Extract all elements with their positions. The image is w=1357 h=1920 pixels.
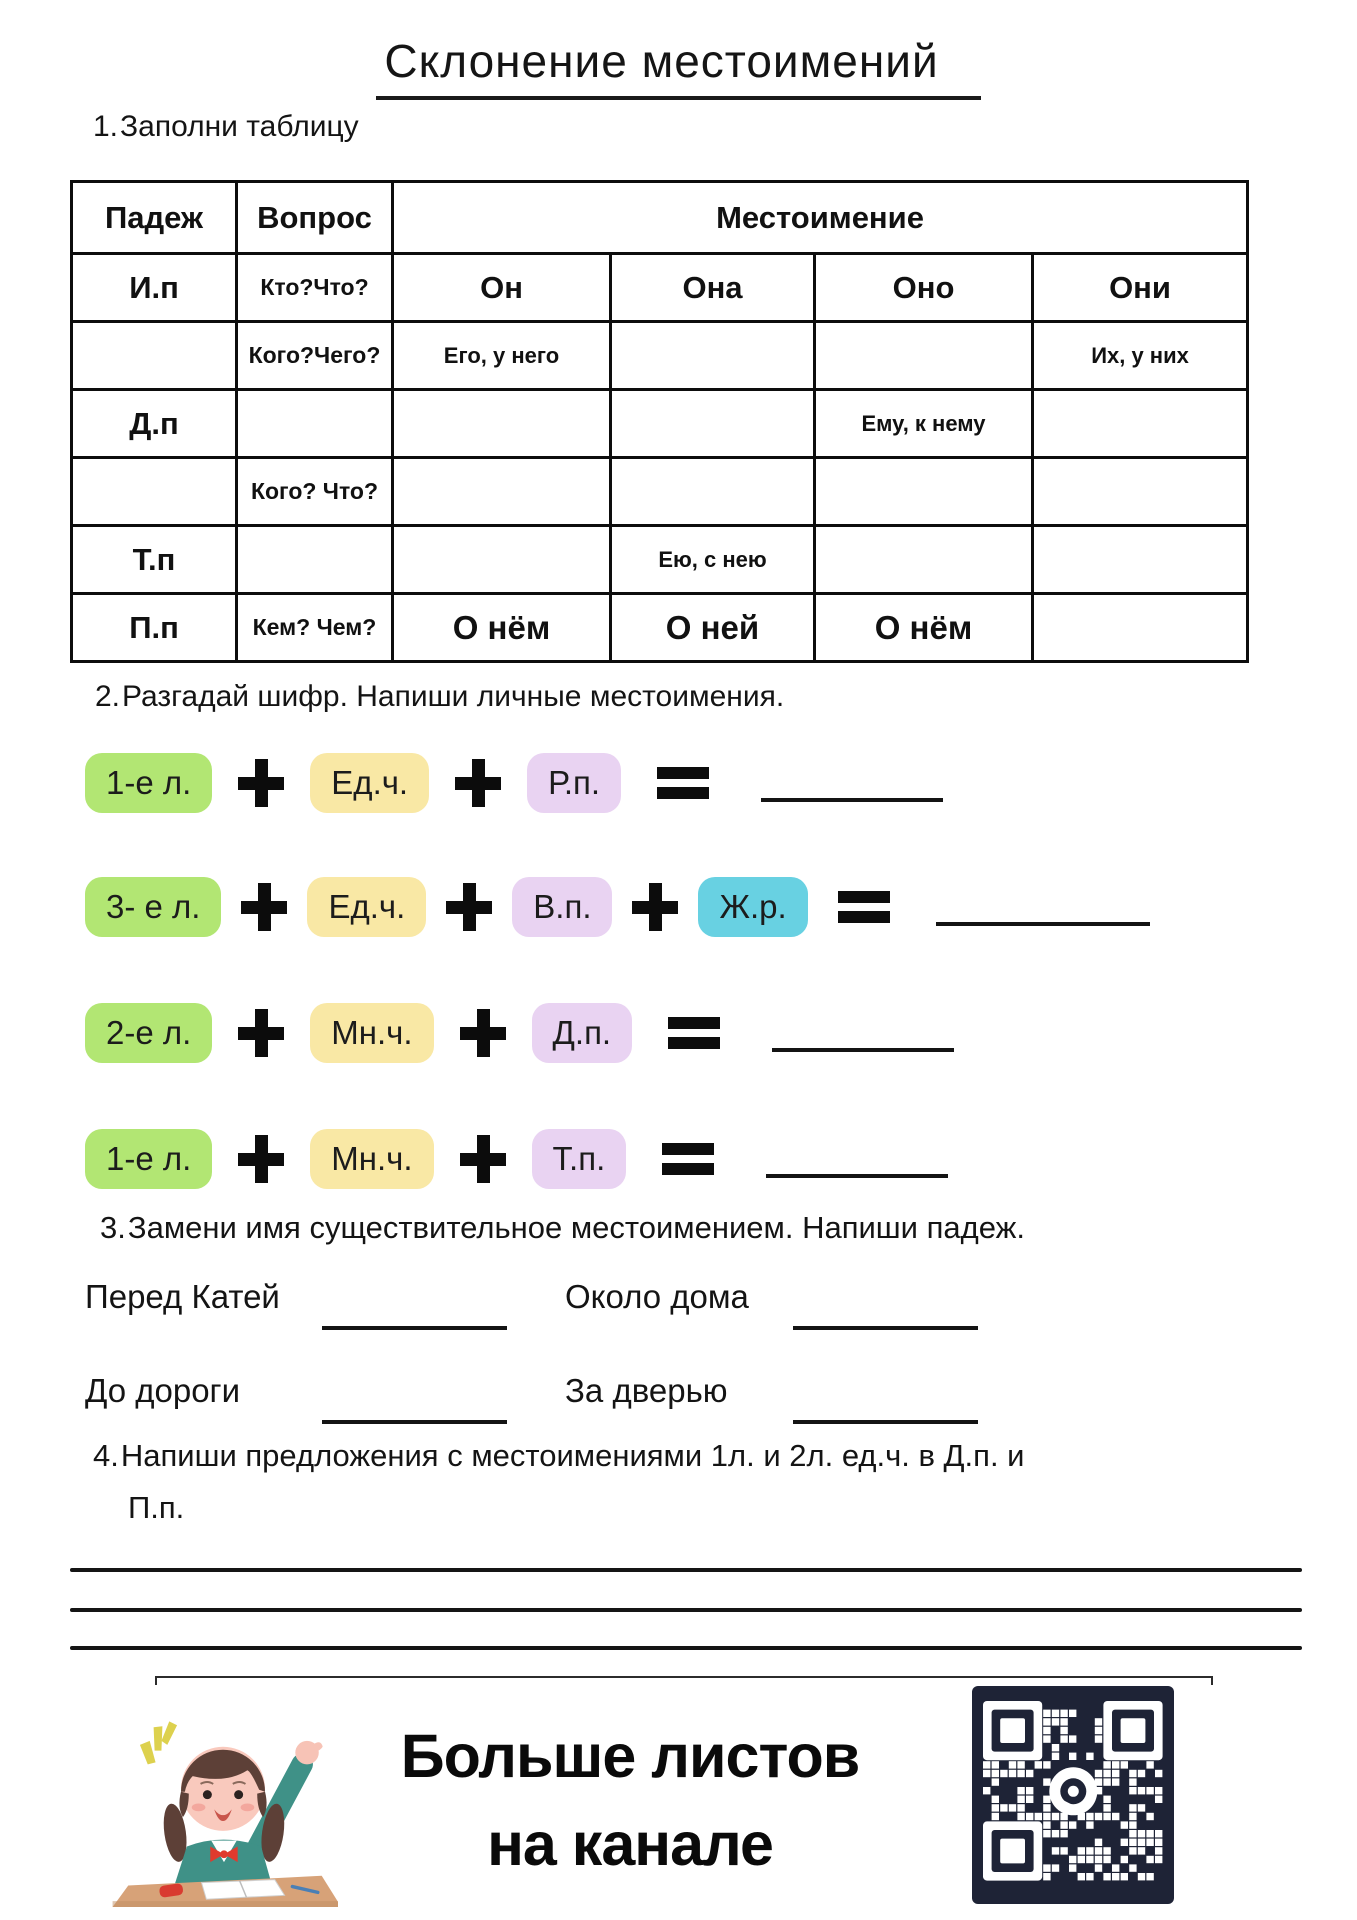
answer-blank[interactable] bbox=[793, 1290, 978, 1330]
cell-pronoun-empty[interactable] bbox=[1033, 458, 1248, 526]
cipher-row-1 bbox=[85, 744, 943, 822]
phrase-pered-katey: Перед Катей bbox=[85, 1278, 280, 1315]
footer-divider bbox=[155, 1676, 1213, 1685]
task1-number: 1. bbox=[93, 110, 119, 143]
answer-blank[interactable] bbox=[936, 888, 1150, 926]
plus-icon bbox=[460, 1005, 506, 1061]
table-row bbox=[72, 458, 1248, 526]
task3-label bbox=[100, 1210, 1025, 1246]
equals-icon bbox=[662, 1139, 714, 1179]
cell-pronoun-empty[interactable] bbox=[393, 526, 611, 594]
cell-pronoun: Их, у них bbox=[1033, 322, 1248, 390]
footer-promo-text bbox=[330, 1712, 930, 1888]
cipher-token-person: 2-е л. bbox=[85, 1003, 212, 1063]
phrase-okolo-doma: Около дома bbox=[565, 1278, 749, 1315]
cell-pronoun-empty[interactable] bbox=[815, 458, 1033, 526]
cell-question-empty[interactable] bbox=[237, 390, 393, 458]
footer-promo-line2: на канале bbox=[487, 1810, 773, 1878]
cipher-token-case: В.п. bbox=[512, 877, 612, 937]
cell-question: Кто?Что? bbox=[237, 254, 393, 322]
task4-label bbox=[93, 1438, 1025, 1474]
writing-line[interactable] bbox=[70, 1608, 1302, 1612]
table-row bbox=[72, 526, 1248, 594]
cell-pronoun-empty[interactable] bbox=[1033, 526, 1248, 594]
cell-pronoun-empty[interactable] bbox=[815, 526, 1033, 594]
plus-icon bbox=[632, 879, 678, 935]
cell-pronoun-empty[interactable] bbox=[611, 322, 815, 390]
cipher-token-number: Ед.ч. bbox=[310, 753, 429, 813]
answer-blank[interactable] bbox=[761, 764, 943, 802]
task2-text: Разгадай шифр. Напиши личные местоимения. bbox=[122, 680, 785, 713]
cell-pronoun-empty[interactable] bbox=[393, 390, 611, 458]
cell-pronoun: Они bbox=[1033, 254, 1248, 322]
cell-pronoun-empty[interactable] bbox=[1033, 594, 1248, 662]
cell-pronoun-empty[interactable] bbox=[611, 390, 815, 458]
cipher-token-person: 1-е л. bbox=[85, 1129, 212, 1189]
cipher-token-case: Т.п. bbox=[532, 1129, 627, 1189]
equals-icon bbox=[838, 887, 890, 927]
cell-pronoun-empty[interactable] bbox=[611, 458, 815, 526]
answer-blank[interactable] bbox=[772, 1014, 954, 1052]
plus-icon bbox=[238, 755, 284, 811]
declension-table bbox=[70, 180, 1249, 663]
cell-pronoun: Ею, с нею bbox=[611, 526, 815, 594]
phrase-do-dorogi: До дороги bbox=[85, 1372, 241, 1409]
table-row bbox=[72, 254, 1248, 322]
answer-blank[interactable] bbox=[322, 1384, 507, 1424]
task3-text: Замени имя существительное местоимением. Напиши падеж. bbox=[127, 1210, 1025, 1245]
cell-pronoun-empty[interactable] bbox=[393, 458, 611, 526]
table-row bbox=[72, 390, 1248, 458]
answer-blank[interactable] bbox=[322, 1290, 507, 1330]
cell-pronoun: Он bbox=[393, 254, 611, 322]
cell-pronoun-empty[interactable] bbox=[1033, 390, 1248, 458]
cipher-token-gender: Ж.р. bbox=[698, 877, 807, 937]
task1-label bbox=[93, 110, 359, 144]
equals-icon bbox=[668, 1013, 720, 1053]
cell-case: П.п bbox=[72, 594, 237, 662]
task4-label-line2: П.п. bbox=[128, 1490, 185, 1525]
cell-question: Кем? Чем? bbox=[237, 594, 393, 662]
cipher-token-person: 3- е л. bbox=[85, 877, 221, 937]
table-header-pronoun: Местоимение bbox=[393, 182, 1248, 254]
cipher-token-person: 1-е л. bbox=[85, 753, 212, 813]
plus-icon bbox=[238, 1131, 284, 1187]
answer-blank[interactable] bbox=[793, 1384, 978, 1424]
equals-icon bbox=[657, 763, 709, 803]
cell-pronoun: Ему, к нему bbox=[815, 390, 1033, 458]
cell-case-empty[interactable] bbox=[72, 458, 237, 526]
writing-line[interactable] bbox=[70, 1568, 1302, 1572]
qr-code bbox=[972, 1686, 1174, 1904]
page-title: Склонение местоимений bbox=[376, 34, 980, 100]
schoolgirl-illustration bbox=[108, 1694, 338, 1909]
cell-case: Т.п bbox=[72, 526, 237, 594]
plus-icon bbox=[460, 1131, 506, 1187]
plus-icon bbox=[455, 755, 501, 811]
answer-blank[interactable] bbox=[766, 1140, 948, 1178]
plus-icon bbox=[238, 1005, 284, 1061]
cell-case-empty[interactable] bbox=[72, 322, 237, 390]
writing-line[interactable] bbox=[70, 1646, 1302, 1650]
cipher-row-4 bbox=[85, 1120, 948, 1198]
cell-pronoun: Она bbox=[611, 254, 815, 322]
cell-pronoun: Оно bbox=[815, 254, 1033, 322]
plus-icon bbox=[446, 879, 492, 935]
table-row bbox=[72, 322, 1248, 390]
cell-question: Кого?Чего? bbox=[237, 322, 393, 390]
cell-pronoun: О нём bbox=[393, 594, 611, 662]
cipher-token-case: Д.п. bbox=[532, 1003, 633, 1063]
table-header-case: Падеж bbox=[72, 182, 237, 254]
cipher-token-number: Мн.ч. bbox=[310, 1129, 433, 1189]
task2-number: 2. bbox=[95, 680, 121, 713]
cipher-row-3 bbox=[85, 994, 954, 1072]
cell-case: Д.п bbox=[72, 390, 237, 458]
task4-number: 4. bbox=[93, 1438, 119, 1473]
task2-label bbox=[95, 680, 784, 714]
task1-text: Заполни таблицу bbox=[120, 110, 359, 143]
cell-pronoun: О нём bbox=[815, 594, 1033, 662]
table-header-question: Вопрос bbox=[237, 182, 393, 254]
plus-icon bbox=[241, 879, 287, 935]
phrase-za-dveryu: За дверью bbox=[565, 1372, 728, 1409]
task3-number: 3. bbox=[100, 1210, 126, 1245]
cell-question: Кого? Что? bbox=[237, 458, 393, 526]
cell-case: И.п bbox=[72, 254, 237, 322]
table-row bbox=[72, 594, 1248, 662]
cipher-token-number: Мн.ч. bbox=[310, 1003, 433, 1063]
cell-pronoun: Его, у него bbox=[393, 322, 611, 390]
task4-text-line1: Напиши предложения с местоимениями 1л. и 2л. ед.ч. в Д.п. и bbox=[120, 1438, 1025, 1473]
cipher-row-2 bbox=[85, 868, 1150, 946]
cipher-token-number: Ед.ч. bbox=[307, 877, 426, 937]
page-title-wrap bbox=[0, 34, 1357, 100]
cipher-token-case: Р.п. bbox=[527, 753, 621, 813]
cell-pronoun-empty[interactable] bbox=[815, 322, 1033, 390]
footer-promo-line1: Больше листов bbox=[400, 1722, 860, 1790]
cell-pronoun: О ней bbox=[611, 594, 815, 662]
cell-question-empty[interactable] bbox=[237, 526, 393, 594]
